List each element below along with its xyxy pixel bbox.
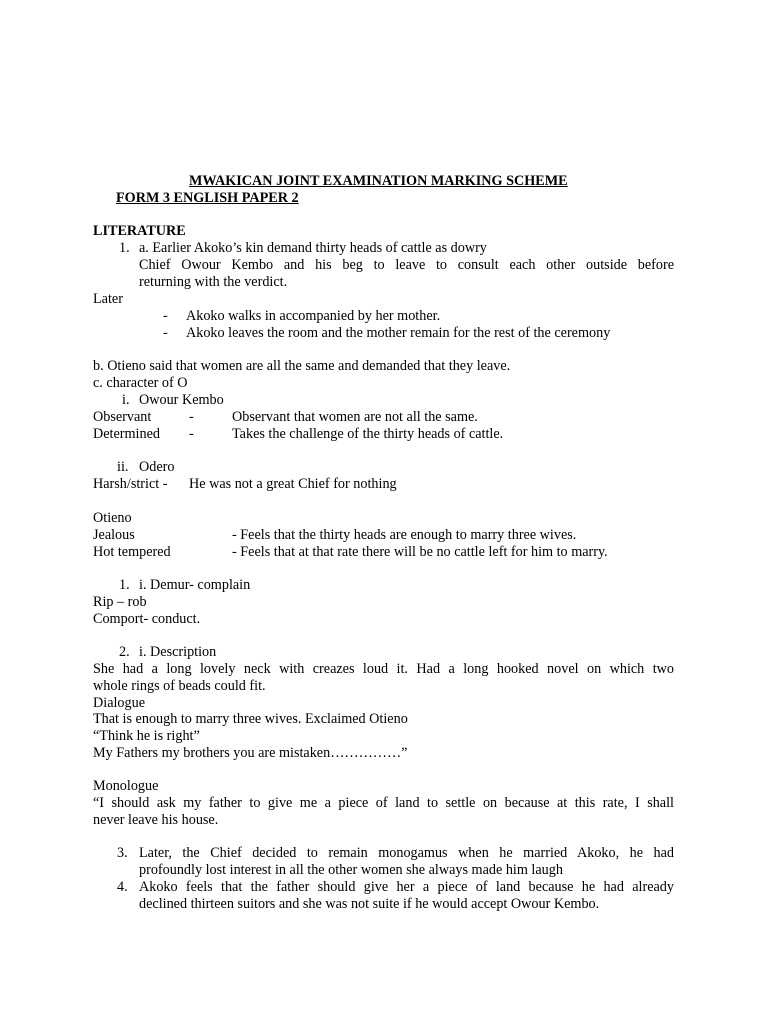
q1a-chief-line-2: returning with the verdict. [139, 274, 288, 290]
later-item-1: Akoko walks in accompanied by her mother. [186, 308, 441, 324]
later-label: Later [93, 291, 123, 307]
vocab-item-rip: Rip – rob [93, 594, 147, 610]
q3-line-1: Later, the Chief decided to remain monogamus when he married Akoko, he had [139, 845, 674, 861]
monologue-line-2: never leave his house. [93, 812, 219, 828]
description-line-2: whole rings of beads could fit. [93, 678, 266, 694]
q2-heading: i. Description [139, 644, 217, 660]
q4-line-2: declined thirteen suitors and she was not suite if he would accept Owour Kembo. [139, 896, 600, 912]
q2-number: 2. [119, 644, 130, 660]
dialogue-line-3: My Fathers my brothers you are mistaken……………” [93, 745, 408, 761]
dialogue-label: Dialogue [93, 695, 146, 711]
vocab-item-comport: Comport- conduct. [93, 611, 201, 627]
q1c-text: c. character of O [93, 375, 188, 391]
trait-harsh: Harsh/strict - [93, 476, 168, 492]
title-line-1: MWAKICAN JOINT EXAMINATION MARKING SCHEME [189, 173, 568, 189]
trait-hot-tempered-desc: - Feels that at that rate there will be no cattle left for him to marry. [232, 544, 608, 560]
q4-number: 4. [117, 879, 128, 895]
trait-observant-dash: - [189, 409, 194, 425]
q1-number: 1. [119, 240, 130, 256]
title-line-2: FORM 3 ENGLISH PAPER 2 [116, 190, 299, 206]
later-item-2-dash: - [163, 325, 168, 341]
trait-determined-dash: - [189, 426, 194, 442]
q1a-text: a. Earlier Akoko’s kin demand thirty heads of cattle as dowry [139, 240, 487, 256]
monologue-line-1: “I should ask my father to give me a piece of land to settle on because at this rate, I shall [93, 795, 674, 811]
q3-number: 3. [117, 845, 128, 861]
dialogue-line-1: That is enough to marry three wives. Exclaimed Otieno [93, 711, 408, 727]
description-line-1: She had a long lovely neck with creazes loud it. Had a long hooked novel on which two [93, 661, 674, 677]
owour-number: i. [122, 392, 130, 408]
q1a-chief-line-1: Chief Owour Kembo and his beg to leave to consult each other outside before [139, 257, 674, 273]
q3-line-2: profoundly lost interest in all the other women she always made him laugh [139, 862, 563, 878]
trait-jealous: Jealous [93, 527, 135, 543]
later-item-2: Akoko leaves the room and the mother remain for the rest of the ceremony [186, 325, 611, 341]
trait-harsh-desc: He was not a great Chief for nothing [189, 476, 397, 492]
trait-hot-tempered: Hot tempered [93, 544, 171, 560]
vocab-number: 1. [119, 577, 130, 593]
dialogue-line-2: “Think he is right” [93, 728, 200, 744]
q1b-text: b. Otieno said that women are all the same and demanded that they leave. [93, 358, 511, 374]
vocab-heading: i. Demur- complain [139, 577, 251, 593]
monologue-label: Monologue [93, 778, 159, 794]
section-heading: LITERATURE [93, 223, 186, 239]
trait-observant-desc: Observant that women are not all the same. [232, 409, 478, 425]
q4-line-1: Akoko feels that the father should give her a piece of land because he had already [139, 879, 674, 895]
trait-determined-desc: Takes the challenge of the thirty heads of cattle. [232, 426, 504, 442]
trait-observant: Observant [93, 409, 152, 425]
otieno-heading: Otieno [93, 510, 132, 526]
owour-heading: Owour Kembo [139, 392, 224, 408]
trait-jealous-desc: - Feels that the thirty heads are enough to marry three wives. [232, 527, 577, 543]
odero-heading: Odero [139, 459, 175, 475]
later-item-1-dash: - [163, 308, 168, 324]
odero-number: ii. [117, 459, 129, 475]
trait-determined: Determined [93, 426, 160, 442]
